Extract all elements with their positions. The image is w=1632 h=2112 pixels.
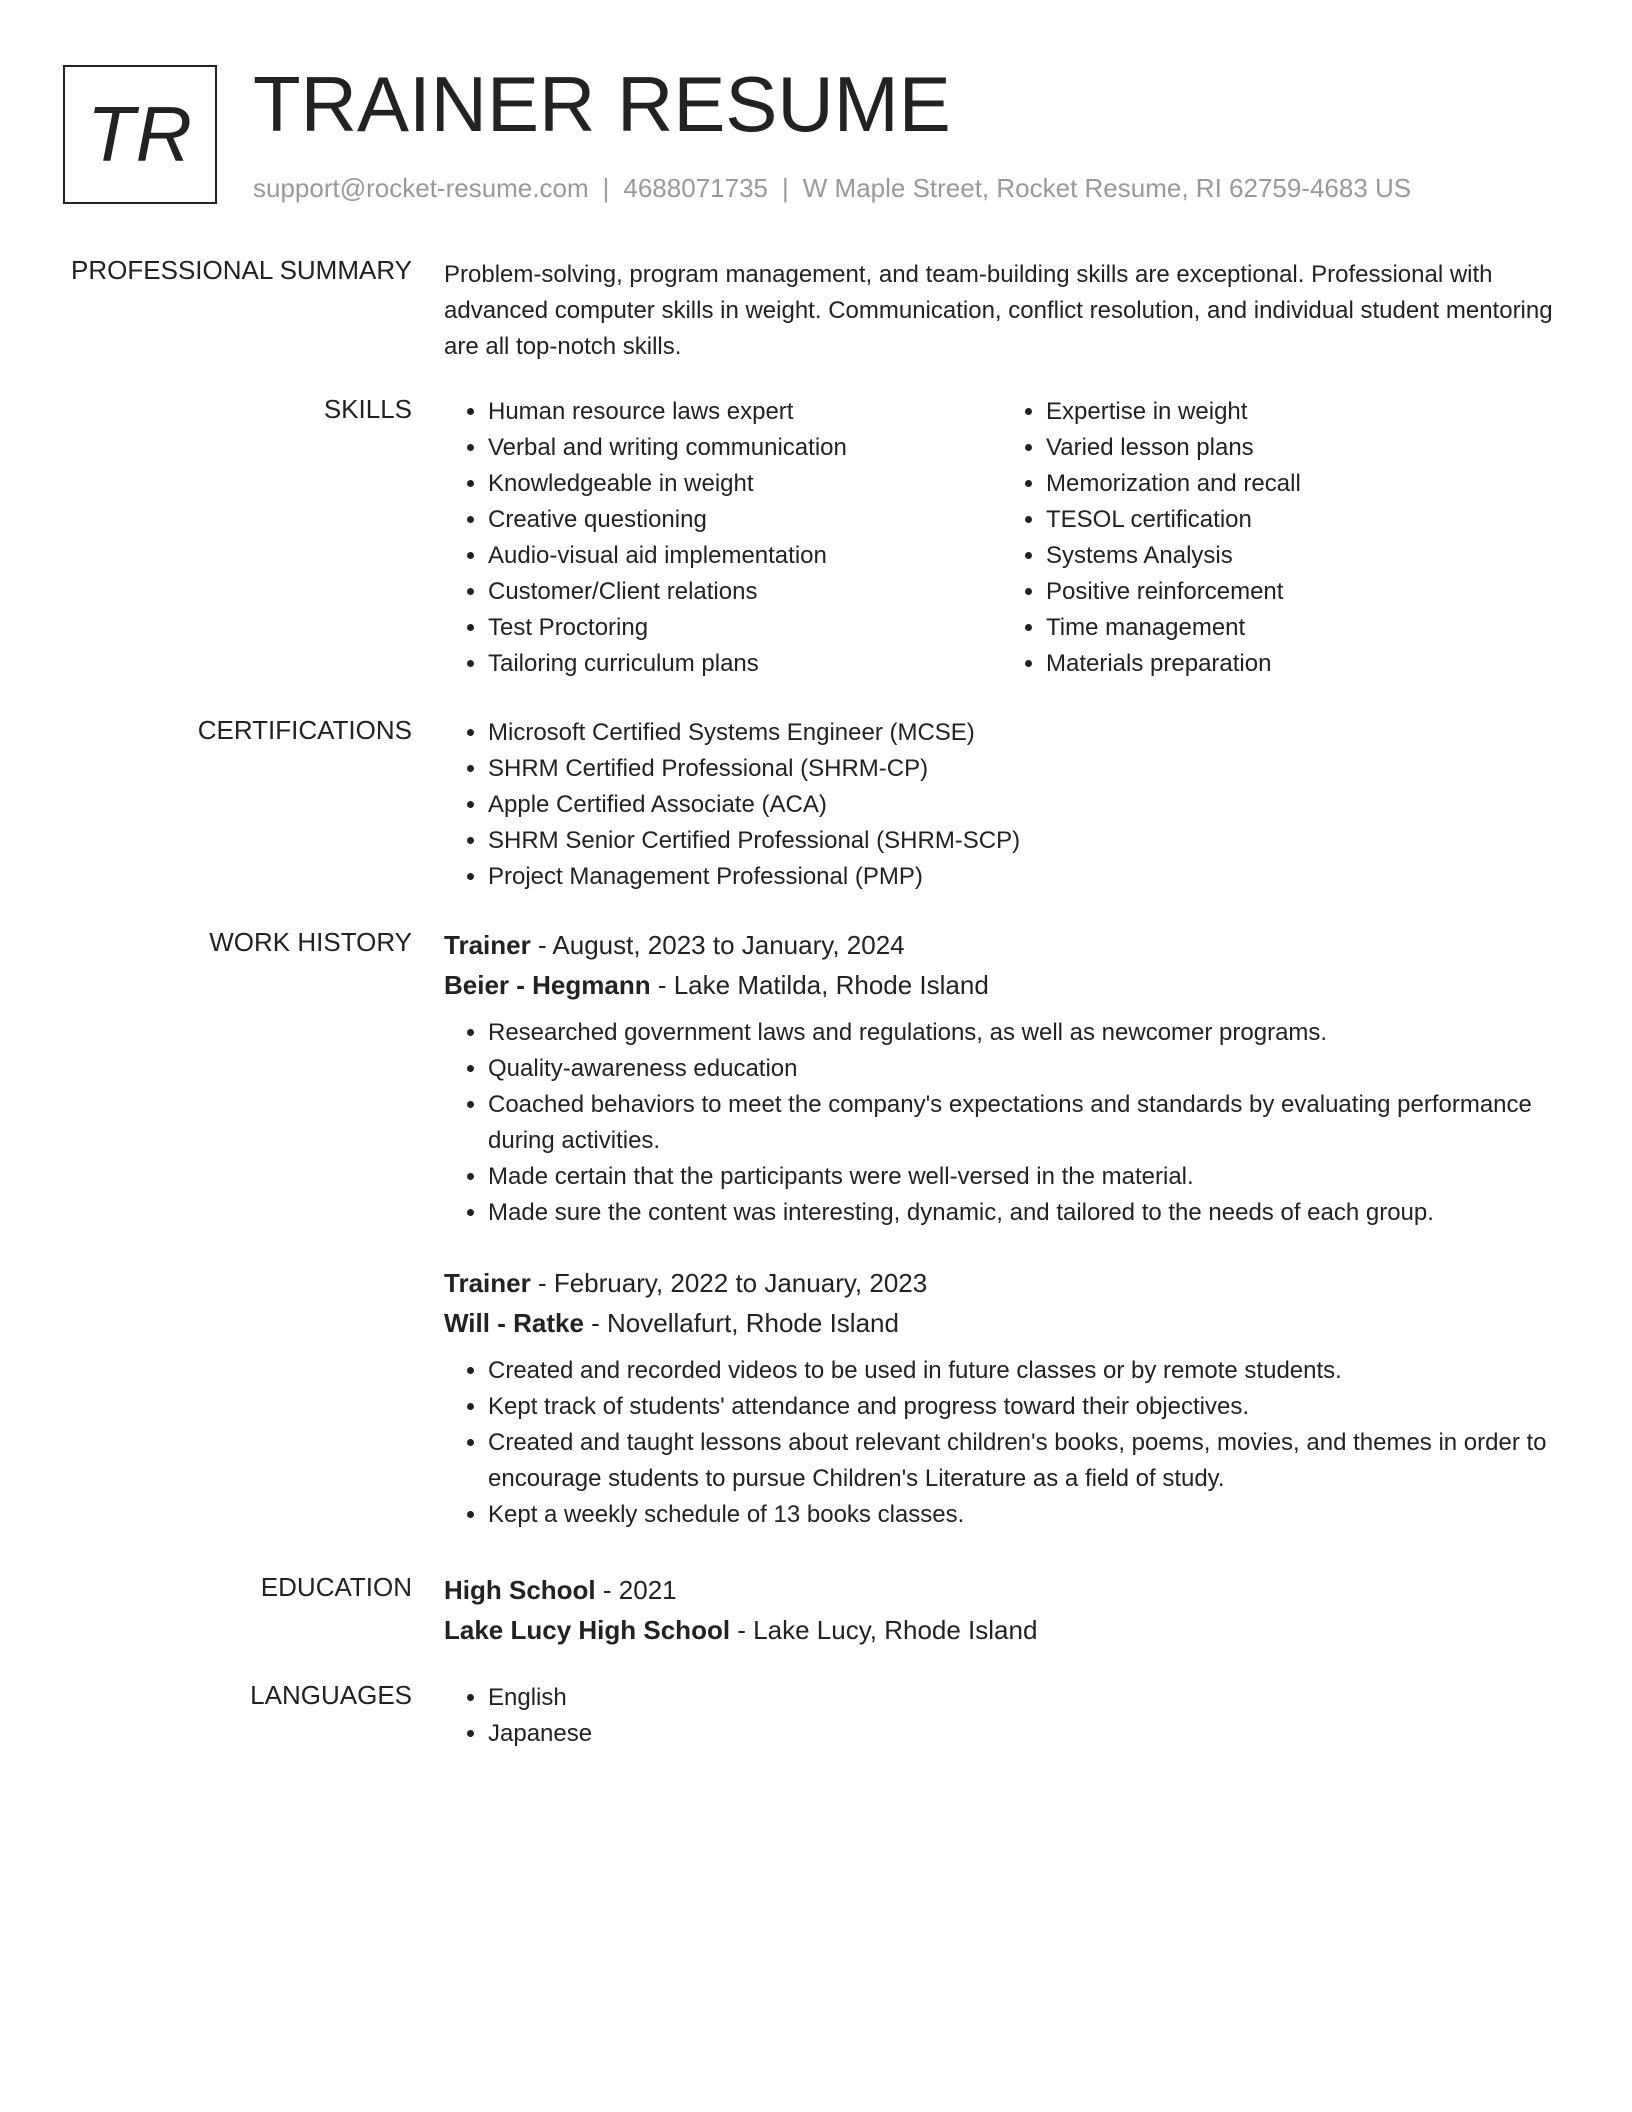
section-title-work-history: WORK HISTORY bbox=[209, 927, 412, 957]
list-item: • SHRM Senior Certified Professional (SHRM-SCP) bbox=[488, 823, 1560, 859]
list-item: • Positive reinforcement bbox=[1046, 574, 1560, 610]
resume-title: TRAINER RESUME bbox=[253, 60, 951, 148]
list-item: • Created and recorded videos to be used in future classes or by remote students. bbox=[488, 1353, 1560, 1389]
list-item: • Kept a weekly schedule of 13 books classes. bbox=[488, 1497, 1560, 1533]
job-role: Trainer bbox=[444, 930, 531, 960]
contact-separator: | bbox=[602, 173, 610, 203]
list-item: • TESOL certification bbox=[1046, 502, 1560, 538]
list-item: • Customer/Client relations bbox=[488, 574, 1002, 610]
list-item: • Created and taught lessons about relevant children's books, poems, movies, and themes in order to encourage students to pursue Children's Literature as a field of study. bbox=[488, 1425, 1560, 1497]
education-school-line bbox=[444, 1610, 1560, 1650]
section-title-certifications: CERTIFICATIONS bbox=[197, 715, 412, 745]
education-body bbox=[444, 1570, 1560, 1650]
list-item: • Audio-visual aid implementation bbox=[488, 538, 1002, 574]
job-location: - Novellafurt, Rhode Island bbox=[583, 1308, 899, 1338]
work-history-body bbox=[444, 925, 1560, 1533]
list-item: • SHRM Certified Professional (SHRM-CP) bbox=[488, 751, 1560, 787]
education-degree: High School bbox=[444, 1575, 596, 1605]
summary-body bbox=[444, 257, 1560, 365]
contact-phone: 4688071735 bbox=[623, 173, 768, 203]
certifications-list bbox=[444, 715, 1560, 895]
section-title-skills: SKILLS bbox=[323, 394, 412, 424]
list-item: • Expertise in weight bbox=[1046, 394, 1560, 430]
list-item: • Made sure the content was interesting, dynamic, and tailored to the needs of each group. bbox=[488, 1195, 1560, 1231]
job-company: Beier - Hegmann bbox=[444, 970, 651, 1000]
resume-header bbox=[63, 60, 1563, 210]
languages-body bbox=[444, 1680, 1560, 1752]
job-company: Will - Ratke bbox=[444, 1308, 584, 1338]
skills-list-right bbox=[1002, 394, 1560, 682]
list-item: • Kept track of students' attendance and progress toward their objectives. bbox=[488, 1389, 1560, 1425]
job-company-line bbox=[444, 1303, 1560, 1343]
list-item: • Coached behaviors to meet the company's expectations and standards by evaluating performance during activities. bbox=[488, 1087, 1560, 1159]
education-school: Lake Lucy High School bbox=[444, 1615, 731, 1645]
job-role-line bbox=[444, 925, 1560, 965]
list-item: • Test Proctoring bbox=[488, 610, 1002, 646]
job-company-line bbox=[444, 965, 1560, 1005]
contact-email: support@rocket-resume.com bbox=[253, 173, 589, 203]
list-item: • Quality-awareness education bbox=[488, 1051, 1560, 1087]
list-item: • Memorization and recall bbox=[1046, 466, 1560, 502]
monogram-badge: TR bbox=[63, 65, 217, 204]
job-role-line bbox=[444, 1263, 1560, 1303]
contact-separator: | bbox=[782, 173, 789, 203]
languages-list bbox=[444, 1680, 1560, 1752]
list-item: • Made certain that the participants were well-versed in the material. bbox=[488, 1159, 1560, 1195]
list-item: • Japanese bbox=[488, 1716, 1560, 1752]
list-item: • Systems Analysis bbox=[1046, 538, 1560, 574]
job-duties-list bbox=[444, 1015, 1560, 1231]
skills-body bbox=[444, 394, 1560, 682]
list-item: • Time management bbox=[1046, 610, 1560, 646]
skills-list-left bbox=[444, 394, 1002, 682]
list-item: • Verbal and writing communication bbox=[488, 430, 1002, 466]
list-item: • Researched government laws and regulations, as well as newcomer programs. bbox=[488, 1015, 1560, 1051]
contact-line bbox=[253, 173, 1411, 204]
section-title-education: EDUCATION bbox=[260, 1572, 412, 1602]
list-item: • Human resource laws expert bbox=[488, 394, 1002, 430]
list-item: • Materials preparation bbox=[1046, 646, 1560, 682]
certifications-body bbox=[444, 715, 1560, 895]
section-title-summary: PROFESSIONAL SUMMARY bbox=[71, 255, 412, 285]
job-dates: - February, 2022 to January, 2023 bbox=[530, 1268, 928, 1298]
list-item: • Project Management Professional (PMP) bbox=[488, 859, 1560, 895]
list-item: • Apple Certified Associate (ACA) bbox=[488, 787, 1560, 823]
list-item: • Microsoft Certified Systems Engineer (MCSE) bbox=[488, 715, 1560, 751]
list-item: • Tailoring curriculum plans bbox=[488, 646, 1002, 682]
summary-text: Problem-solving, program management, and team-building skills are exceptional. Professional with advanced computer skills in weight. Communication, conflict resolution, and individual student mentoring are all top-notch skills. bbox=[444, 261, 1553, 360]
job-entry bbox=[444, 1263, 1560, 1533]
contact-address: W Maple Street, Rocket Resume, RI 62759-4683 US bbox=[802, 173, 1412, 203]
job-role: Trainer bbox=[444, 1268, 531, 1298]
job-dates: - August, 2023 to January, 2024 bbox=[530, 930, 905, 960]
education-year: - 2021 bbox=[595, 1575, 677, 1605]
job-duties-list bbox=[444, 1353, 1560, 1533]
job-location: - Lake Matilda, Rhode Island bbox=[650, 970, 989, 1000]
list-item: • Knowledgeable in weight bbox=[488, 466, 1002, 502]
education-location: - Lake Lucy, Rhode Island bbox=[730, 1615, 1038, 1645]
skills-columns bbox=[444, 394, 1560, 682]
education-degree-line bbox=[444, 1570, 1560, 1610]
list-item: • Varied lesson plans bbox=[1046, 430, 1560, 466]
list-item: • Creative questioning bbox=[488, 502, 1002, 538]
job-entry bbox=[444, 925, 1560, 1231]
section-title-languages: LANGUAGES bbox=[250, 1680, 412, 1710]
list-item: • English bbox=[488, 1680, 1560, 1716]
